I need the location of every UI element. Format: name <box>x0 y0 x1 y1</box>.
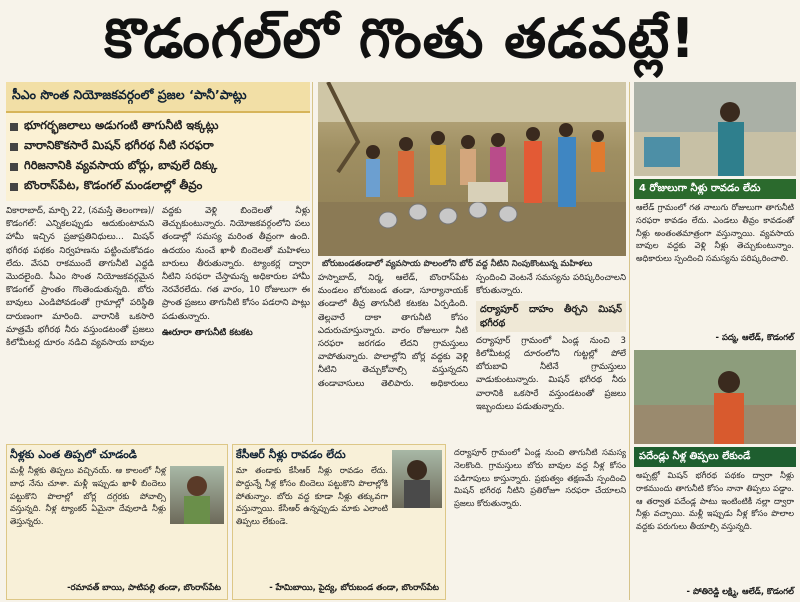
right-story-text-2: అప్పట్లో మిషన్‌ భగీరథ పథకం ద్వారా నీళ్లు రాకముందు తాగునీటి కోసం నానా తిప్పలు పడ్డాం. ఆ తర్వాత పదేండ్ల పాటు ఇంటింటికీ నల్లా ద్వారా నీళ్లు వచ్చాయి. మళ్లీ ఇప్పుడు నీళ్ల కోసం పొలాల వద్దకు పరుగులు తీయాల్సి వస్తున్నది. <box>636 470 794 532</box>
quote-box-middle-text: మా తండాకు కేసీఆర్‌ నీళ్లు రావడం లేదు. పొద్దున్నే నీళ్ల కోసం బిందెలు పట్టుకొని పొలాల్లోకి పోతున్నాం. బోరు వద్ద కూడా నీళ్లు తక్కువగా వస్తున్నాయి. కేసీఆర్‌ ఉన్నప్పుడు మాకు ఎలాంటి తిప్పలు లేకుండె. <box>236 465 388 527</box>
bullet-square-icon <box>10 183 18 191</box>
quote-box-left-signature: -రమావత్‌ బాయి, పాటిపల్లి తండా, బొంరాస్‌పేట <box>67 582 221 592</box>
right-column <box>634 82 796 602</box>
bullet-square-icon <box>10 123 18 131</box>
right-story-signature-2: - పోతిరెడ్డి లక్ష్మి, ఆలేడ్, కొడంగల్‌ <box>686 586 794 596</box>
middle-story-body: హస్నాబాద్, నిర్మ, ఆలేడ్, బొంరాస్‌పేట మండలం బోరుబండ తండా, సూర్యానాయక్‌ తండాలో తీవ్ర తాగునీటి కటకట ఏర్పడింది. తెల్లవారే దాకా తాగునీటి కోసం ఎదురుచూస్తున్నారు. వారం రోజులుగా నీటి సరఫరా జరగడం లేదని గ్రామస్తులు వాపోతున్నారు. పొలాల్లోని బోర్ల వద్దకు వెళ్లి నీటిని తెచ్చుకోవాల్సి వస్తున్నదని తండావాసులు తెలిపారు. అధికారులు స్పందించి వెంటనే సమస్యను పరిష్కరించాలని కోరుతున్నారు. <box>318 273 626 389</box>
bottom-right-paragraph: దర్యాపూర్‌ గ్రామంలో ఏండ్ల నుంచి తాగునీటి సమస్య నెలకొంది. గ్రామస్తులు బోరు బావుల వద్ద నీళ్ల కోసం పడిగాపులు కాస్తున్నారు. ప్రభుత్వం తక్షణమే స్పందించి మిషన్‌ భగీరథ నీటిని ప్రతిరోజూ సరఫరా చేయాలని ప్రజలు కోరుతున్నారు. <box>454 447 626 509</box>
badge-ten-years: పదేండ్లు నీళ్ల తిప్పలు లేకుండే <box>634 447 796 467</box>
photo-caption-wrap <box>318 256 626 273</box>
quote-box-left-title: నీళ్లకు ఎంత తిప్పలో చూడండి <box>10 448 137 461</box>
main-story-subheading: ఊరూరా తాగునీటి కటకట <box>162 327 253 338</box>
woman-portrait-icon <box>392 450 442 508</box>
bullet-list <box>6 113 310 201</box>
bullet-square-icon <box>10 143 18 151</box>
quote-box-left-text: మళ్లీ నీళ్లకు తిప్పలు వచ్చినయ్‌. ఆ కాలంలో నీళ్ల బాధ నేను చూశా. మళ్లీ ఇప్పుడు ఖాళీ బిందెలు పట్టుకొని పొలాల్లో బోర్ల దగ్గరకు పోవాల్సి వస్తున్నది. నీళ్ల ట్యాంకర్‌ ఏమైనా దేవులాడి నీళ్లు తెస్తున్నరు. <box>10 465 166 527</box>
right-story-text-1: ఆలేడ్‌ గ్రామంలో గత నాలుగు రోజులుగా తాగునీటి సరఫరా కావడం లేదు. ఎండలు తీవ్రం కావడంతో నీళ్లు అంతంతమాత్రంగా వస్తున్నాయి. వ్యవసాయ బావుల వద్దకు వెళ్లి నీళ్లు తెచ్చుకుంటున్నాం. అధికారులు స్పందించి సమస్యను పరిష్కరించాలి. <box>636 202 794 264</box>
middle-story-body2: దర్యాపూర్‌ గ్రామంలో ఏండ్ల నుంచి 3 కిలోమీటర్ల దూరంలోని గుట్టల్లో పోలే బోరుబావి నీటినే గ్రామస్తులు వాడుకుంటున్నారు. మిషన్‌ భగీరథ నీరు వారానికి ఒకసారే వస్తుండటంతో ప్రజలు ఇబ్బందులు పడుతున్నారు. <box>476 335 626 412</box>
badge-no-water: 4 రోజులుగా నీళ్లు రావడం లేదు <box>634 179 796 199</box>
right-story-signature-1: - పద్మ, ఆలేడ్, కొడంగల్‌ <box>715 332 794 342</box>
bullet-item: బొంరాస్‌పేట, కొడంగల్‌ మండలాల్లో తీవ్రం <box>10 178 306 195</box>
woman-portrait-photo-2 <box>634 350 796 444</box>
middle-story <box>318 272 626 442</box>
woman-portrait-icon <box>170 466 224 524</box>
headline: కొడంగల్‌లో గొంతు తడవట్లే! <box>104 7 696 70</box>
quote-box-middle <box>232 444 446 600</box>
bullet-item: వారానికొకసారే మిషన్‌ భగీరథ నీటి సరఫరా <box>10 138 306 155</box>
bullet-item: భూగర్భజలాలు అడుగంటి తాగునీటి ఇక్కట్లు <box>10 118 306 135</box>
photo-caption: బోరుబండతండాలో వ్యవసాయ పొలంలోని బోర్‌ వద్ద నీటిని నింపుకొంటున్న మహిళలు <box>322 258 593 268</box>
main-story <box>6 82 310 442</box>
middle-story-subheading: దర్యాపూర్‌ దాహం తీర్చని మిషన్‌ భగీరథ <box>476 301 626 331</box>
main-photo <box>318 82 626 256</box>
quote-box-left <box>6 444 228 600</box>
main-story-title: సీఎం సొంత నియోజకవర్గంలో ప్రజల ‘పానీ’పాట్లు <box>6 82 310 113</box>
bullet-square-icon <box>10 163 18 171</box>
woman-portrait-photo-1 <box>634 82 796 176</box>
bullet-item: గిరిజనానికి వ్యవసాయ బోర్లు, బావులే దిక్కు <box>10 158 306 175</box>
women-fetching-water-photo <box>318 82 626 256</box>
column-divider <box>312 82 313 442</box>
quote-box-middle-signature: - హేమిబాయి, పైద్య, బోరుబండ తండా, బొంరాస్‌పేట <box>269 582 439 592</box>
quote-box-middle-title: కేసీఆర్‌ నీళ్లు రావడం లేదు <box>236 448 346 461</box>
main-story-body: వికారాబాద్, మార్చి 22, (నమస్తే తెలంగాణ)/కొడంగల్‌: ఎన్నికలప్పుడు ఆదుకుంటామని హామీ ఇచ్చిన ప్రజాప్రతినిధులు... మిషన్‌ భగీరథ పథకం నిర్వహణను పట్టించుకోవడం లేదు. వేసవి రాకముందే తాగునీటి ఎద్దడి మొదలైంది. సీఎం సొంత నియోజకవర్గమైన కొడంగల్‌ ప్రాంతం గొంతెండుతున్నది. బోరు బావులు ఎండిపోవడంతో గ్రామాల్లో పరిస్థితి దారుణంగా మారింది. వారానికి ఒకసారి మాత్రమే భగీరథ నీరు వస్తుండటంతో ప్రజలు కిలోమీటర్ల దూరం నడిచి వ్యవసాయ బావుల వద్దకు వెళ్లి బిందెలతో నీళ్లు తెచ్చుకుంటున్నారు. నియోజకవర్గంలోని పలు తండాల్లో సమస్య మరింత తీవ్రంగా ఉంది. ఉదయం నుంచే ఖాళీ బిందెలతో మహిళలు బారులు తీరుతున్నారు. ట్యాంకర్ల ద్వారా నీటిని సరఫరా చేస్తామన్న అధికారుల హామీ నెరవేరలేదు. గత వారం, 10 రోజులుగా ఈ ప్రాంత ప్రజలు తాగునీటి కోసం పడరాని పాట్లు పడుతున్నారు. ఊరూరా తాగునీటి కటకట <box>6 206 310 349</box>
bottom-right-text <box>452 444 628 600</box>
column-divider <box>629 82 630 600</box>
